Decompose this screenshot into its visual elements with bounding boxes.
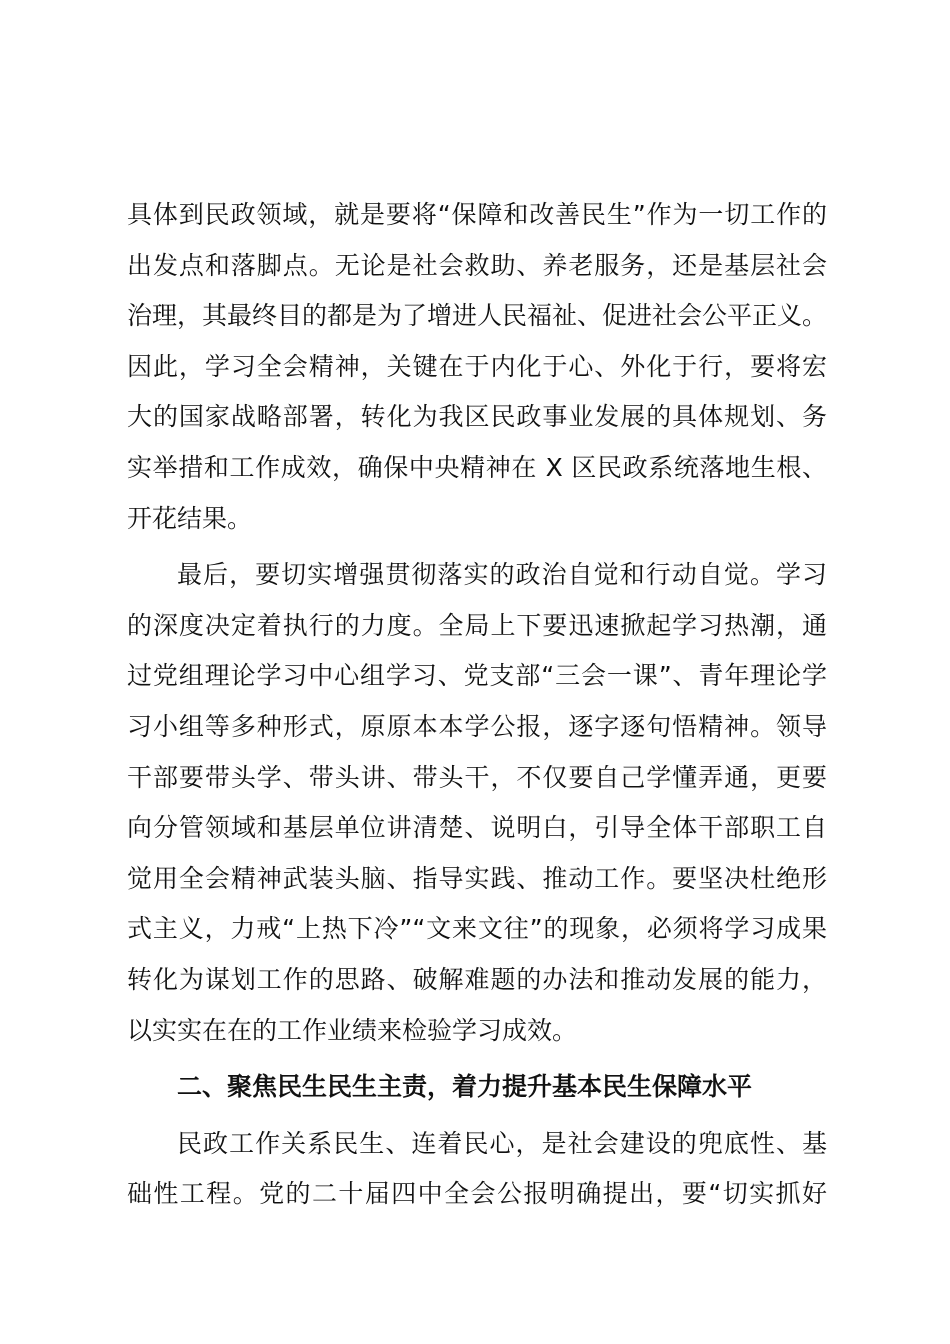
text-line: 治理，其最终目的都是为了增进人民福祉、促进社会公平正义。 (127, 301, 828, 331)
text-line: 开花结果。 (127, 503, 253, 533)
text-line: 最后，要切实增强贯彻落实的政治自觉和行动自觉。学习 (177, 560, 827, 590)
paragraph (127, 190, 827, 544)
paragraph (127, 1119, 827, 1220)
text-line: 具体到民政领域，就是要将“保障和改善民生”作为一切工作的 (127, 200, 827, 229)
text-line: 式主义，力戒“上热下冷”“文来文往”的现象，必须将学习成果 (127, 914, 827, 944)
text-line: 础性工程。党的二十届四中全会公报明确提出，要“切实抓好 (127, 1179, 827, 1209)
text-line: 向分管领域和基层单位讲清楚、说明白，引导全体干部职工自 (127, 813, 827, 843)
text-line: 过党组理论学习中心组学习、党支部“三会一课”、青年理论学 (127, 661, 827, 691)
text-line: 因此，学习全会精神，关键在于内化于心、外化于行，要将宏 (127, 351, 827, 381)
text-line: 干部要带头学、带头讲、带头干，不仅要自己学懂弄通，更要 (127, 762, 827, 792)
text-line: 的深度决定着执行的力度。全局上下要迅速掀起学习热潮，通 (127, 610, 827, 640)
document-body (127, 190, 827, 1220)
text-line: 以实实在在的工作业绩来检验学习成效。 (127, 1015, 578, 1045)
text-line: 习小组等多种形式，原原本本学公报，逐字逐句悟精神。领导 (127, 711, 827, 741)
section-heading: 二、聚焦民生民生主责，着力提升基本民生保障水平 (177, 1072, 753, 1102)
text-line: 民政工作关系民生、连着民心，是社会建设的兜底性、基 (177, 1128, 827, 1158)
text-line: 实举措和工作成效，确保中央精神在 X 区民政系统落地生根、 (127, 452, 827, 482)
text-line: 大的国家战略部署，转化为我区民政事业发展的具体规划、务 (127, 402, 827, 432)
text-line: 出发点和落脚点。无论是社会救助、养老服务，还是基层社会 (127, 250, 827, 280)
text-line: 转化为谋划工作的思路、破解难题的办法和推动发展的能力， (127, 964, 827, 994)
text-line: 觉用全会精神武装头脑、指导实践、推动工作。要坚决杜绝形 (127, 863, 827, 893)
paragraph (127, 550, 827, 1056)
